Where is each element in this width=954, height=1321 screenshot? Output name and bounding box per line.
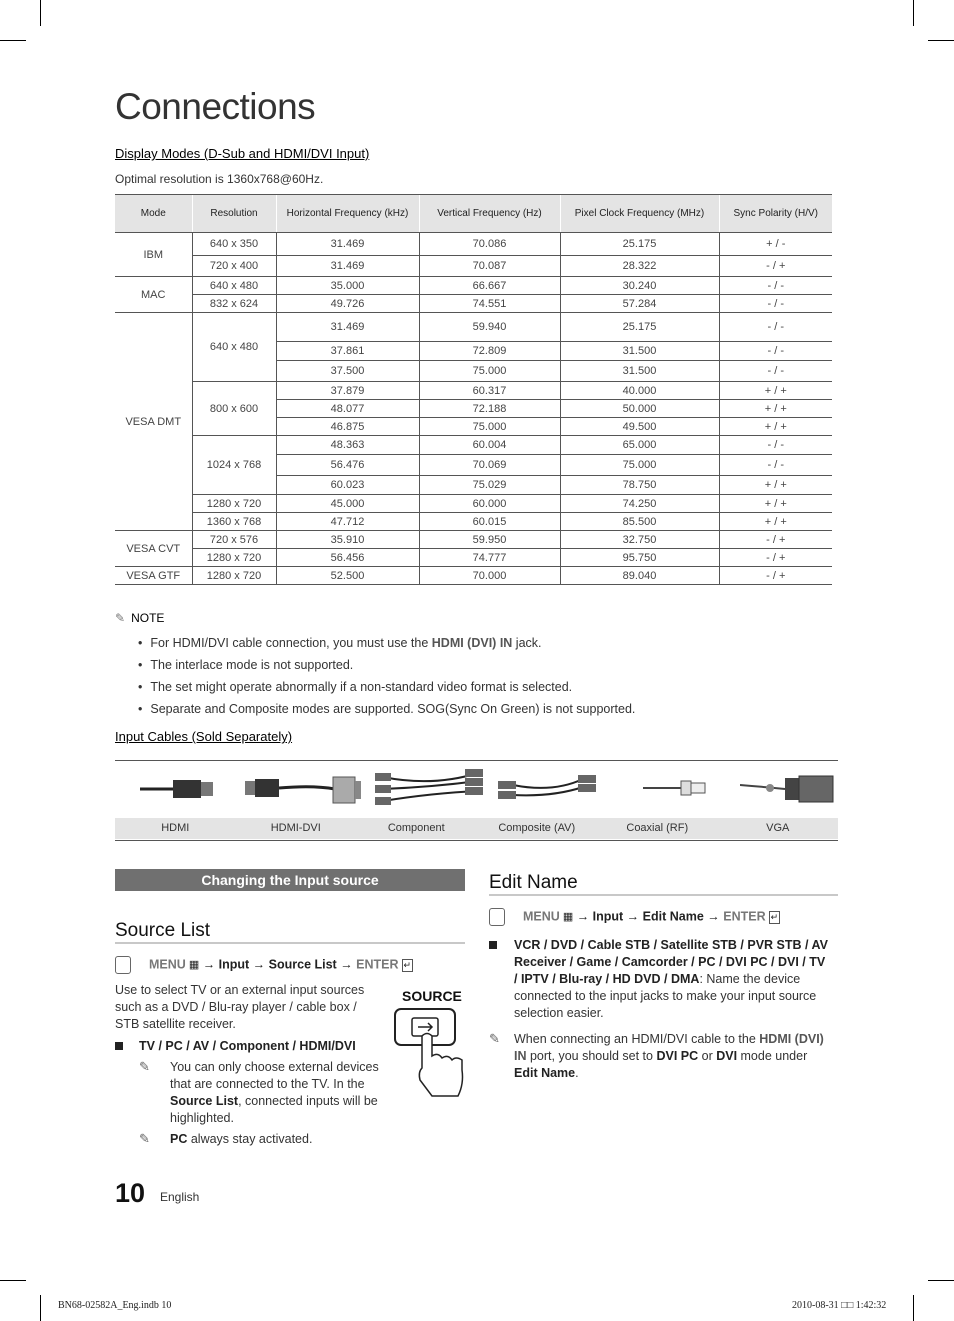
pencil-icon: ✎ xyxy=(139,1059,150,1074)
page-number: 10 xyxy=(115,1178,146,1208)
table-row xyxy=(115,277,832,295)
v-freq-cell: 70.000 xyxy=(419,567,560,585)
print-slug-right: 2010-08-31 □□ 1:42:32 xyxy=(792,1300,887,1311)
note-text: Separate and Composite modes are supported. SOG(Sync On Green) is not supported. xyxy=(150,702,636,716)
mode-cell: VESA CVT xyxy=(115,531,192,567)
pixel-clock-cell: 25.175 xyxy=(560,233,719,256)
h-freq-cell: 31.469 xyxy=(276,313,419,342)
h-freq-cell: 37.861 xyxy=(276,342,419,361)
note-bold: Source List xyxy=(170,1094,239,1108)
cable-label: HDMI xyxy=(161,822,190,834)
pixel-clock-cell: 28.322 xyxy=(560,256,719,277)
note-text: , connected inputs will be highlighted. xyxy=(170,1094,378,1125)
note-text: jack. xyxy=(512,636,542,650)
mode-cell: IBM xyxy=(115,233,192,277)
table-header-row xyxy=(115,195,832,233)
v-freq-cell: 59.940 xyxy=(419,313,560,342)
optimal-resolution-text: Optimal resolution is 1360x768@60Hz. xyxy=(115,172,324,186)
v-freq-cell: 72.809 xyxy=(419,342,560,361)
crop-mark xyxy=(0,1280,26,1281)
divider xyxy=(489,894,838,896)
note-text: port, you should set to xyxy=(526,1049,657,1063)
pixel-clock-cell: 78.750 xyxy=(560,476,719,495)
mode-cell: MAC xyxy=(115,277,192,313)
note-item xyxy=(138,654,635,676)
source-list-intro: Use to select TV or an external input sources such as a DVD / Blu-ray player / cable box / STB satellite receiver. xyxy=(115,983,365,1031)
resolution-cell: 1360 x 768 xyxy=(192,513,276,531)
resolution-cell: 640 x 480 xyxy=(192,313,276,382)
source-list-menu-path xyxy=(115,956,413,974)
sync-polarity-cell: - / + xyxy=(719,549,832,567)
crop-mark xyxy=(928,40,954,41)
remote-hand-icon xyxy=(115,956,131,974)
enter-icon: ↵ xyxy=(403,960,412,971)
crop-mark xyxy=(913,1295,914,1321)
column-header: Mode xyxy=(115,195,192,233)
cable-label: Coaxial (RF) xyxy=(626,822,689,834)
note-text: mode under xyxy=(737,1049,808,1063)
source-list-heading: Source List xyxy=(115,920,211,941)
pixel-clock-cell: 50.000 xyxy=(560,400,719,418)
pencil-icon: ✎ xyxy=(115,611,126,625)
sync-polarity-cell: - / + xyxy=(719,256,832,277)
table-row xyxy=(115,295,832,313)
display-modes-table xyxy=(115,194,832,585)
column-header: Pixel Clock Frequency (MHz) xyxy=(560,195,719,233)
pixel-clock-cell: 30.240 xyxy=(560,277,719,295)
note-bold: DVI xyxy=(716,1049,738,1063)
v-freq-cell: 74.551 xyxy=(419,295,560,313)
h-freq-cell: 31.469 xyxy=(276,233,419,256)
crop-mark xyxy=(40,1295,41,1321)
v-freq-cell: 60.000 xyxy=(419,495,560,513)
note-list xyxy=(138,632,635,720)
pixel-clock-cell: 89.040 xyxy=(560,567,719,585)
edit-name-item xyxy=(514,937,832,1022)
hdmi-dvi-cable-icon xyxy=(243,771,363,811)
sync-polarity-cell: - / - xyxy=(719,277,832,295)
note-item xyxy=(138,698,635,720)
pixel-clock-cell: 65.000 xyxy=(560,436,719,455)
v-freq-cell: 74.777 xyxy=(419,549,560,567)
cable-label: HDMI-DVI xyxy=(270,822,321,834)
h-freq-cell: 45.000 xyxy=(276,495,419,513)
note-label: NOTE xyxy=(131,611,165,625)
sync-polarity-cell: + / - xyxy=(719,233,832,256)
table-row xyxy=(115,233,832,256)
note-bold: Edit Name xyxy=(514,1066,576,1080)
note-text: . xyxy=(575,1066,579,1080)
resolution-cell: 832 x 624 xyxy=(192,295,276,313)
h-freq-cell: 48.363 xyxy=(276,436,419,455)
sync-polarity-cell: - / + xyxy=(719,531,832,549)
h-freq-cell: 47.712 xyxy=(276,513,419,531)
note-text: You can only choose external devices that are connected to the TV. In the xyxy=(170,1060,379,1091)
crop-mark xyxy=(928,1280,954,1281)
sync-polarity-cell: + / + xyxy=(719,382,832,400)
component-cable-icon xyxy=(373,767,488,811)
sync-polarity-cell: + / + xyxy=(719,476,832,495)
pencil-icon: ✎ xyxy=(139,1131,150,1146)
resolution-cell: 800 x 600 xyxy=(192,382,276,436)
pixel-clock-cell: 85.500 xyxy=(560,513,719,531)
remote-hand-icon xyxy=(489,908,505,926)
resolution-cell: 720 x 576 xyxy=(192,531,276,549)
pixel-clock-cell: 40.000 xyxy=(560,382,719,400)
source-list-note xyxy=(170,1059,380,1127)
table-row xyxy=(115,256,832,277)
square-bullet-icon xyxy=(489,941,497,949)
note-text: The interlace mode is not supported. xyxy=(150,658,354,672)
h-freq-cell: 35.910 xyxy=(276,531,419,549)
pencil-icon: ✎ xyxy=(489,1031,500,1046)
page-language: English xyxy=(160,1190,200,1204)
v-freq-cell: 75.000 xyxy=(419,361,560,382)
menu-label: MENU xyxy=(523,909,560,924)
crop-mark xyxy=(913,0,914,26)
v-freq-cell: 66.667 xyxy=(419,277,560,295)
square-bullet-icon xyxy=(115,1042,123,1050)
note-text: always stay activated. xyxy=(187,1132,313,1146)
page-title: Connections xyxy=(115,86,316,127)
device-list: VCR / DVD / Cable STB / Satellite STB / PVR STB / AV Receiver / Game / Camcorder / PC / DVI PC / DVI / TV / IPTV / Blu-ray / HD DVD / DMA xyxy=(514,938,828,986)
pixel-clock-cell: 31.500 xyxy=(560,342,719,361)
h-freq-cell: 49.726 xyxy=(276,295,419,313)
h-freq-cell: 60.023 xyxy=(276,476,419,495)
sync-polarity-cell: - / + xyxy=(719,567,832,585)
v-freq-cell: 60.015 xyxy=(419,513,560,531)
cable-label: VGA xyxy=(766,822,790,834)
h-freq-cell: 37.879 xyxy=(276,382,419,400)
pixel-clock-cell: 49.500 xyxy=(560,418,719,436)
cable-label: Component xyxy=(387,822,445,834)
pixel-clock-cell: 25.175 xyxy=(560,313,719,342)
sync-polarity-cell: - / - xyxy=(719,342,832,361)
divider xyxy=(115,942,465,944)
v-freq-cell: 59.950 xyxy=(419,531,560,549)
source-list-note xyxy=(170,1131,380,1148)
edit-name-menu-path xyxy=(489,908,780,926)
sync-polarity-cell: - / - xyxy=(719,455,832,476)
enter-label: ENTER xyxy=(356,957,399,972)
pixel-clock-cell: 32.750 xyxy=(560,531,719,549)
h-freq-cell: 31.469 xyxy=(276,256,419,277)
v-freq-cell: 70.069 xyxy=(419,455,560,476)
input-cables-panel xyxy=(115,760,838,841)
display-modes-heading: Display Modes (D-Sub and HDMI/DVI Input) xyxy=(115,146,370,161)
note-bold: DVI PC xyxy=(656,1049,699,1063)
note-text: or xyxy=(698,1049,717,1063)
source-button-label: SOURCE xyxy=(402,988,462,1004)
changing-input-source-bar: Changing the Input source xyxy=(115,869,465,891)
edit-name-note xyxy=(514,1031,832,1082)
pixel-clock-cell: 95.750 xyxy=(560,549,719,567)
h-freq-cell: 46.875 xyxy=(276,418,419,436)
table-row xyxy=(115,531,832,549)
enter-label: ENTER xyxy=(723,909,766,924)
column-header: Horizontal Frequency (kHz) xyxy=(276,195,419,233)
sync-polarity-cell: + / + xyxy=(719,513,832,531)
resolution-cell: 1024 x 768 xyxy=(192,436,276,495)
note-bold: HDMI (DVI) IN xyxy=(514,1032,824,1063)
table-row xyxy=(115,495,832,513)
pixel-clock-cell: 31.500 xyxy=(560,361,719,382)
sync-polarity-cell: - / - xyxy=(719,313,832,342)
resolution-cell: 1280 x 720 xyxy=(192,567,276,585)
table-row xyxy=(115,567,832,585)
v-freq-cell: 70.086 xyxy=(419,233,560,256)
v-freq-cell: 60.004 xyxy=(419,436,560,455)
v-freq-cell: 60.317 xyxy=(419,382,560,400)
h-freq-cell: 37.500 xyxy=(276,361,419,382)
sync-polarity-cell: + / + xyxy=(719,418,832,436)
h-freq-cell: 35.000 xyxy=(276,277,419,295)
note-bold: PC xyxy=(170,1132,188,1146)
item-text: : Name the device connected to the input jacks to make your input source selection easier. xyxy=(514,972,817,1020)
table-row xyxy=(115,436,832,455)
print-slug-left: BN68-02582A_Eng.indb 10 xyxy=(58,1300,172,1311)
cable-label: Composite (AV) xyxy=(498,822,576,834)
source-button-hand-icon xyxy=(392,1006,467,1098)
sync-polarity-cell: + / + xyxy=(719,400,832,418)
menu-label: MENU xyxy=(149,957,186,972)
sync-polarity-cell: - / - xyxy=(719,361,832,382)
mode-cell: VESA GTF xyxy=(115,567,192,585)
menu-grid-icon: ▦ xyxy=(188,959,200,972)
note-text: For HDMI/DVI cable connection, you must use the xyxy=(150,636,432,650)
note-bold: HDMI (DVI) IN xyxy=(431,636,513,650)
v-freq-cell: 75.029 xyxy=(419,476,560,495)
coaxial-cable-icon xyxy=(643,775,713,801)
column-header: Resolution xyxy=(192,195,276,233)
vga-cable-icon xyxy=(740,775,835,805)
table-row xyxy=(115,513,832,531)
menu-path-text: → Input → Source List → xyxy=(199,957,357,972)
menu-grid-icon: ▦ xyxy=(562,911,574,924)
menu-path-text: → Input → Edit Name → xyxy=(573,909,724,924)
note-heading xyxy=(115,611,164,625)
resolution-cell: 640 x 480 xyxy=(192,277,276,295)
column-header: Vertical Frequency (Hz) xyxy=(419,195,560,233)
h-freq-cell: 56.476 xyxy=(276,455,419,476)
v-freq-cell: 72.188 xyxy=(419,400,560,418)
note-item xyxy=(138,676,635,698)
sync-polarity-cell: - / - xyxy=(719,436,832,455)
h-freq-cell: 52.500 xyxy=(276,567,419,585)
note-text: The set might operate abnormally if a non-standard video format is selected. xyxy=(150,680,573,694)
table-row xyxy=(115,549,832,567)
resolution-cell: 1280 x 720 xyxy=(192,549,276,567)
v-freq-cell: 75.000 xyxy=(419,418,560,436)
enter-icon: ↵ xyxy=(770,912,779,923)
pixel-clock-cell: 75.000 xyxy=(560,455,719,476)
pixel-clock-cell: 74.250 xyxy=(560,495,719,513)
crop-mark xyxy=(40,0,41,26)
cable-label-row xyxy=(115,818,838,839)
mode-cell: VESA DMT xyxy=(115,313,192,531)
table-row xyxy=(115,313,832,342)
hdmi-cable-icon xyxy=(140,771,215,807)
v-freq-cell: 70.087 xyxy=(419,256,560,277)
sync-polarity-cell: + / + xyxy=(719,495,832,513)
note-item xyxy=(138,632,635,654)
note-text: When connecting an HDMI/DVI cable to the xyxy=(514,1032,760,1046)
column-header: Sync Polarity (H/V) xyxy=(719,195,832,233)
table-row xyxy=(115,382,832,400)
source-list-item: TV / PC / AV / Component / HDMI/DVI xyxy=(139,1039,356,1053)
resolution-cell: 640 x 350 xyxy=(192,233,276,256)
composite-cable-icon xyxy=(498,773,598,807)
input-cables-heading: Input Cables (Sold Separately) xyxy=(115,729,293,744)
resolution-cell: 1280 x 720 xyxy=(192,495,276,513)
edit-name-heading: Edit Name xyxy=(489,872,578,893)
resolution-cell: 720 x 400 xyxy=(192,256,276,277)
h-freq-cell: 56.456 xyxy=(276,549,419,567)
crop-mark xyxy=(0,40,26,41)
sync-polarity-cell: - / - xyxy=(719,295,832,313)
pixel-clock-cell: 57.284 xyxy=(560,295,719,313)
h-freq-cell: 48.077 xyxy=(276,400,419,418)
